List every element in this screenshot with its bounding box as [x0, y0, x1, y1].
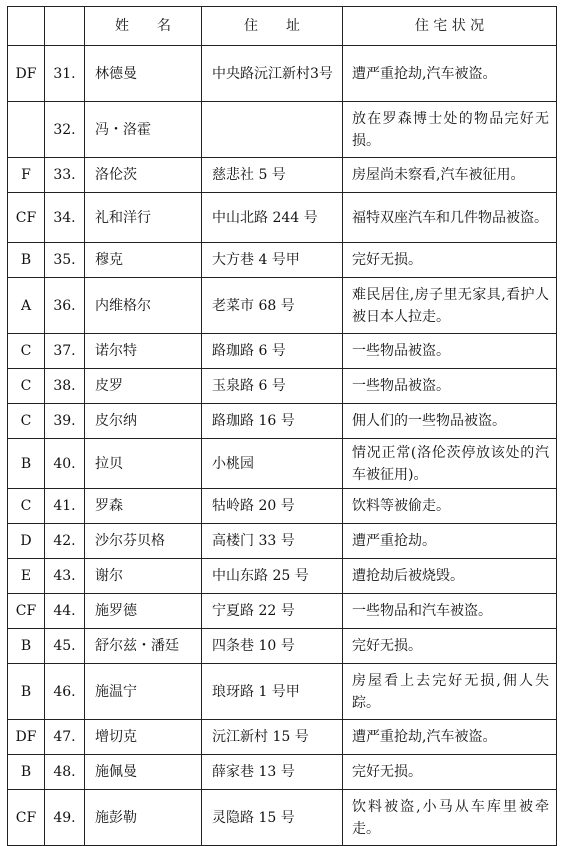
table-header-row — [8, 7, 557, 46]
table-row — [8, 404, 557, 439]
grade-cell: B — [8, 755, 45, 790]
address-cell: 灵隐路 15 号 — [202, 790, 343, 846]
grade-cell: E — [8, 559, 45, 594]
grade-cell: CF — [8, 790, 45, 846]
table-row — [8, 594, 557, 629]
grade-cell: DF — [8, 720, 45, 755]
name-cell: 舒尔兹・潘廷 — [85, 629, 202, 664]
address-cell — [202, 102, 343, 158]
name-cell: 沙尔芬贝格 — [85, 524, 202, 559]
number-cell: 37. — [45, 334, 85, 369]
status-cell: 完好无损。 — [343, 629, 557, 664]
grade-cell: F — [8, 158, 45, 193]
status-cell: 房屋看上去完好无损,佣人失踪。 — [343, 664, 557, 720]
grade-cell: DF — [8, 46, 45, 102]
number-cell: 43. — [45, 559, 85, 594]
table-row — [8, 559, 557, 594]
table-row — [8, 524, 557, 559]
address-cell: 老菜市 68 号 — [202, 278, 343, 334]
table-row — [8, 102, 557, 158]
table-row — [8, 334, 557, 369]
address-cell: 琅玡路 1 号甲 — [202, 664, 343, 720]
table-row — [8, 369, 557, 404]
name-cell: 冯・洛霍 — [85, 102, 202, 158]
status-cell: 遭严重抢劫,汽车被盗。 — [343, 46, 557, 102]
address-cell: 牯岭路 20 号 — [202, 489, 343, 524]
grade-cell: B — [8, 629, 45, 664]
status-cell: 佣人们的一些物品被盗。 — [343, 404, 557, 439]
number-cell: 39. — [45, 404, 85, 439]
number-cell: 36. — [45, 278, 85, 334]
name-cell: 穆克 — [85, 243, 202, 278]
name-cell: 谢尔 — [85, 559, 202, 594]
header-status: 住 宅 状 况 — [343, 7, 557, 46]
header-grade — [8, 7, 45, 46]
name-cell: 诺尔特 — [85, 334, 202, 369]
table-row — [8, 278, 557, 334]
status-cell: 饮料被盗,小马从车库里被牵走。 — [343, 790, 557, 846]
status-cell: 情况正常(洛伦茨停放该处的汽车被征用)。 — [343, 439, 557, 489]
status-cell: 放在罗森博士处的物品完好无损。 — [343, 102, 557, 158]
address-cell: 薛家巷 13 号 — [202, 755, 343, 790]
name-cell: 礼和洋行 — [85, 193, 202, 243]
number-cell: 47. — [45, 720, 85, 755]
name-cell: 内维格尔 — [85, 278, 202, 334]
address-cell: 中山北路 244 号 — [202, 193, 343, 243]
number-cell: 44. — [45, 594, 85, 629]
grade-cell: CF — [8, 193, 45, 243]
table-row — [8, 755, 557, 790]
table-row — [8, 193, 557, 243]
address-cell: 路珈路 6 号 — [202, 334, 343, 369]
status-cell: 遭抢劫后被烧毁。 — [343, 559, 557, 594]
number-cell: 35. — [45, 243, 85, 278]
table-row — [8, 46, 557, 102]
status-cell: 福特双座汽车和几件物品被盗。 — [343, 193, 557, 243]
address-cell: 大方巷 4 号甲 — [202, 243, 343, 278]
table-row — [8, 629, 557, 664]
table-row — [8, 439, 557, 489]
name-cell: 施佩曼 — [85, 755, 202, 790]
table-row — [8, 158, 557, 193]
address-cell: 中山东路 25 号 — [202, 559, 343, 594]
header-address: 住 址 — [202, 7, 343, 46]
number-cell: 45. — [45, 629, 85, 664]
name-cell: 施彭勒 — [85, 790, 202, 846]
status-cell: 难民居住,房子里无家具,看护人被日本人拉走。 — [343, 278, 557, 334]
address-cell: 小桃园 — [202, 439, 343, 489]
name-cell: 增切克 — [85, 720, 202, 755]
grade-cell: C — [8, 369, 45, 404]
number-cell: 38. — [45, 369, 85, 404]
number-cell: 31. — [45, 46, 85, 102]
table-row — [8, 489, 557, 524]
status-cell: 完好无损。 — [343, 243, 557, 278]
table-row — [8, 790, 557, 846]
grade-cell: C — [8, 489, 45, 524]
status-cell: 房屋尚未察看,汽车被征用。 — [343, 158, 557, 193]
address-cell: 四条巷 10 号 — [202, 629, 343, 664]
grade-cell: B — [8, 664, 45, 720]
status-cell: 遭严重抢劫。 — [343, 524, 557, 559]
grade-cell: B — [8, 439, 45, 489]
address-cell: 中央路沅江新村3号 — [202, 46, 343, 102]
address-cell: 高楼门 33 号 — [202, 524, 343, 559]
status-cell: 一些物品被盗。 — [343, 369, 557, 404]
name-cell: 施罗德 — [85, 594, 202, 629]
number-cell: 40. — [45, 439, 85, 489]
table-row — [8, 720, 557, 755]
header-number — [45, 7, 85, 46]
number-cell: 32. — [45, 102, 85, 158]
address-cell: 玉泉路 6 号 — [202, 369, 343, 404]
document-page — [7, 6, 556, 846]
number-cell: 34. — [45, 193, 85, 243]
grade-cell: B — [8, 243, 45, 278]
grade-cell: D — [8, 524, 45, 559]
number-cell: 33. — [45, 158, 85, 193]
header-name: 姓 名 — [85, 7, 202, 46]
address-cell: 宁夏路 22 号 — [202, 594, 343, 629]
name-cell: 拉贝 — [85, 439, 202, 489]
status-cell: 一些物品和汽车被盗。 — [343, 594, 557, 629]
address-cell: 沅江新村 15 号 — [202, 720, 343, 755]
address-cell: 路珈路 16 号 — [202, 404, 343, 439]
name-cell: 施温宁 — [85, 664, 202, 720]
name-cell: 皮罗 — [85, 369, 202, 404]
name-cell: 林德曼 — [85, 46, 202, 102]
grade-cell: C — [8, 404, 45, 439]
number-cell: 46. — [45, 664, 85, 720]
status-cell: 遭严重抢劫,汽车被盗。 — [343, 720, 557, 755]
name-cell: 皮尔纳 — [85, 404, 202, 439]
status-cell: 饮料等被偷走。 — [343, 489, 557, 524]
grade-cell — [8, 102, 45, 158]
name-cell: 洛伦茨 — [85, 158, 202, 193]
table-row — [8, 243, 557, 278]
grade-cell: A — [8, 278, 45, 334]
residence-status-table — [7, 6, 557, 846]
grade-cell: C — [8, 334, 45, 369]
number-cell: 48. — [45, 755, 85, 790]
number-cell: 42. — [45, 524, 85, 559]
address-cell: 慈悲社 5 号 — [202, 158, 343, 193]
status-cell: 完好无损。 — [343, 755, 557, 790]
number-cell: 41. — [45, 489, 85, 524]
table-row — [8, 664, 557, 720]
status-cell: 一些物品被盗。 — [343, 334, 557, 369]
grade-cell: CF — [8, 594, 45, 629]
name-cell: 罗森 — [85, 489, 202, 524]
number-cell: 49. — [45, 790, 85, 846]
